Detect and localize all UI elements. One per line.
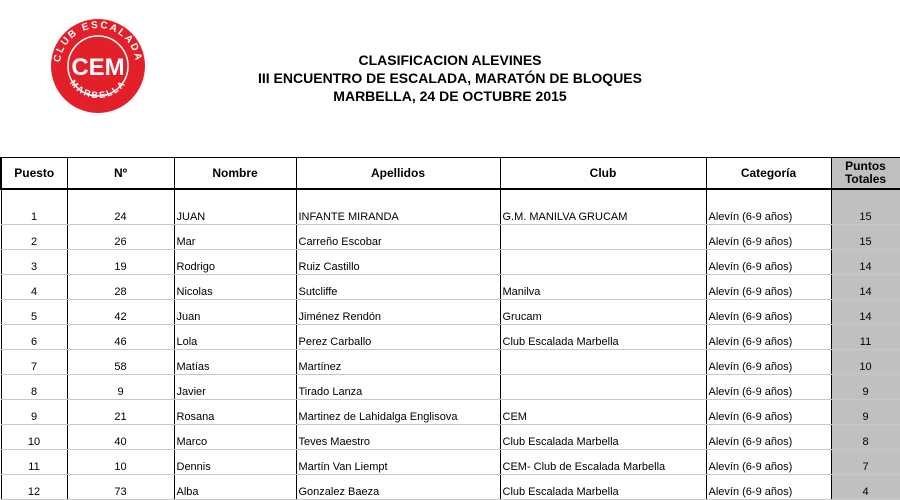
cell-categoria: Alevín (6-9 años) [706,400,831,425]
cell-apellidos: Ruiz Castillo [296,250,500,275]
cell-nombre: Nicolas [174,275,296,300]
table-row [1,275,900,300]
cell-categoria: Alevín (6-9 años) [706,300,831,325]
cell-apellidos: Martín Van Liempt [296,450,500,475]
cell-puesto: 6 [1,325,67,350]
logo-main-text: CEM [71,54,125,81]
cell-categoria: Alevín (6-9 años) [706,375,831,400]
title-line-3: MARBELLA, 24 DE OCTUBRE 2015 [333,88,567,104]
cell-numero: 10 [67,450,174,475]
cell-apellidos: Sutcliffe [296,275,500,300]
table-row [1,325,900,350]
cell-puesto: 11 [1,450,67,475]
cell-puesto: 5 [1,300,67,325]
cell-numero: 28 [67,275,174,300]
cell-numero: 73 [67,475,174,500]
cell-nombre: Dennis [174,450,296,475]
cell-categoria: Alevín (6-9 años) [706,475,831,500]
cell-apellidos: Teves Maestro [296,425,500,450]
table-row [1,475,900,500]
cell-categoria: Alevín (6-9 años) [706,200,831,225]
cell-puesto: 4 [1,275,67,300]
table-header-row [1,158,900,190]
col-header-apellidos: Apellidos [296,158,500,190]
cell-categoria: Alevín (6-9 años) [706,350,831,375]
cell-numero: 26 [67,225,174,250]
club-logo [38,14,158,114]
cell-puesto: 9 [1,400,67,425]
cell-numero: 24 [67,200,174,225]
cell-puntos: 7 [831,450,900,475]
col-header-puesto: Puesto [1,158,67,190]
cell-puntos: 14 [831,250,900,275]
cell-puntos: 8 [831,425,900,450]
cell-club [500,225,706,250]
cell-puesto: 12 [1,475,67,500]
cell-puesto: 7 [1,350,67,375]
cell-apellidos: Martinez de Lahidalga Englisova [296,400,500,425]
cell-club: Club Escalada Marbella [500,425,706,450]
document-title [210,51,690,105]
cell-puesto: 10 [1,425,67,450]
cell-puntos: 9 [831,375,900,400]
cell-puntos: 11 [831,325,900,350]
table-row [1,300,900,325]
col-header-club: Club [500,158,706,190]
cell-club: Grucam [500,300,706,325]
cell-apellidos: Perez Carballo [296,325,500,350]
cell-apellidos: INFANTE MIRANDA [296,200,500,225]
results-body [1,189,900,500]
cell-nombre: Juan [174,300,296,325]
table-row [1,250,900,275]
cell-nombre: Mar [174,225,296,250]
cell-club: CEM- Club de Escalada Marbella [500,450,706,475]
table-spacer-row [1,189,900,200]
cell-numero: 9 [67,375,174,400]
cell-apellidos: Jiménez Rendón [296,300,500,325]
cell-puesto: 8 [1,375,67,400]
cell-nombre: Marco [174,425,296,450]
cell-puntos: 15 [831,200,900,225]
col-header-nombre: Nombre [174,158,296,190]
logo-arc-top: CLUB ESCALADA [52,19,144,64]
cell-categoria: Alevín (6-9 años) [706,225,831,250]
cell-club [500,375,706,400]
cell-categoria: Alevín (6-9 años) [706,450,831,475]
cell-club: Club Escalada Marbella [500,475,706,500]
cell-club [500,350,706,375]
cem-logo-graphic [38,14,158,114]
table-row [1,400,900,425]
cell-nombre: Matías [174,350,296,375]
cell-numero: 40 [67,425,174,450]
cell-nombre: Rosana [174,400,296,425]
cell-numero: 46 [67,325,174,350]
table-row [1,375,900,400]
cell-categoria: Alevín (6-9 años) [706,325,831,350]
title-line-1: CLASIFICACION ALEVINES [358,52,542,68]
cell-puntos: 10 [831,350,900,375]
title-line-2: III ENCUENTRO DE ESCALADA, MARATÓN DE BLOQUES [258,70,642,86]
cell-numero: 19 [67,250,174,275]
logo-arc-bottom: MARBELLA [67,77,128,101]
cell-club [500,250,706,275]
col-header-puntos: Puntos Totales [831,158,900,190]
cell-categoria: Alevín (6-9 años) [706,275,831,300]
table-row [1,425,900,450]
table-row [1,200,900,225]
table-row [1,225,900,250]
cell-apellidos: Tirado Lanza [296,375,500,400]
cell-nombre: Rodrigo [174,250,296,275]
cell-puntos: 9 [831,400,900,425]
results-table [0,157,900,500]
cell-categoria: Alevín (6-9 años) [706,425,831,450]
cell-nombre: JUAN [174,200,296,225]
cell-numero: 42 [67,300,174,325]
cell-puesto: 1 [1,200,67,225]
cell-apellidos: Martínez [296,350,500,375]
cell-puntos: 4 [831,475,900,500]
cell-categoria: Alevín (6-9 años) [706,250,831,275]
cell-numero: 58 [67,350,174,375]
cell-club: G.M. MANILVA GRUCAM [500,200,706,225]
cell-numero: 21 [67,400,174,425]
cell-puntos: 14 [831,300,900,325]
cell-puntos: 14 [831,275,900,300]
cell-club: Manilva [500,275,706,300]
cell-club: Club Escalada Marbella [500,325,706,350]
cell-puntos: 15 [831,225,900,250]
table-row [1,350,900,375]
cell-club: CEM [500,400,706,425]
cell-puesto: 3 [1,250,67,275]
cell-nombre: Lola [174,325,296,350]
cell-apellidos: Gonzalez Baeza [296,475,500,500]
cell-nombre: Alba [174,475,296,500]
col-header-numero: Nº [67,158,174,190]
table-row [1,450,900,475]
cell-puesto: 2 [1,225,67,250]
col-header-categoria: Categoría [706,158,831,190]
cell-nombre: Javier [174,375,296,400]
cell-apellidos: Carreño Escobar [296,225,500,250]
